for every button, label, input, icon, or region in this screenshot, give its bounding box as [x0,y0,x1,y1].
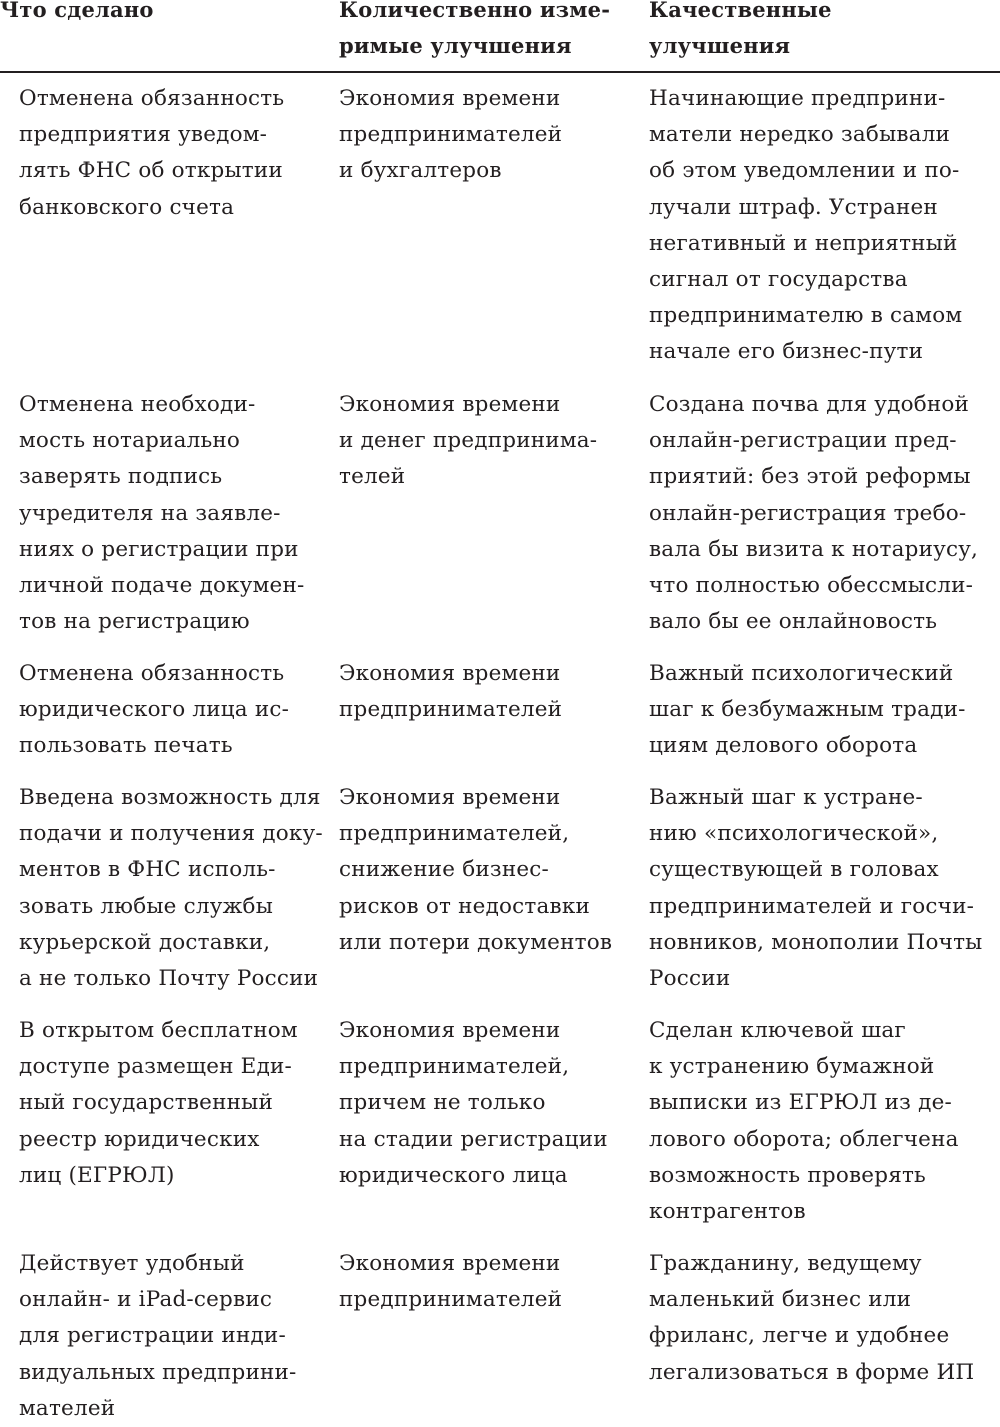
text-line: курьерской доставки, [19,929,271,955]
cell-done [19,1013,324,1194]
text-line: вала бы визита к нотариусу, [649,536,979,562]
text-line: маленький бизнес или [649,1287,912,1313]
text-line: Введена возможность для [19,785,321,810]
text-line: предпринимателей и госчи- [649,893,975,919]
text-line: матели нередко забывали [649,122,951,148]
cell-qualitative [649,780,994,997]
cell-qualitative [649,656,994,765]
text-line: негативный и неприятный [649,230,958,256]
text-line: предприятия уведом- [19,122,268,148]
cell-quantitative [339,81,629,190]
text-line: фриланс, легче и удобнее [649,1323,950,1349]
text-line: причем не только [339,1090,546,1116]
text-line: циям делового оборота [649,733,918,759]
text-line: мателей [19,1395,116,1421]
header-line: Качественные [649,0,832,22]
cell-qualitative [649,387,994,640]
cell-quantitative [339,1013,629,1194]
header-line: Что сделано [0,0,154,22]
text-line: а не только Почту России [19,966,319,992]
text-line: учредителя на заявле- [19,500,281,526]
cell-quantitative [339,1246,629,1318]
text-line: Важный шаг к устране- [649,785,923,810]
text-line: об этом уведомлении и по- [649,158,960,184]
table-header [0,0,1000,64]
text-line: предпринимателей, [339,821,570,847]
text-line: личной подаче докумен- [19,573,305,599]
text-line: для регистрации инди- [19,1323,286,1349]
text-line: подачи и получения доку- [19,821,323,847]
text-line: Отменена необходи- [19,392,256,417]
cell-done [19,780,324,997]
text-line: предпринимателю в самом [649,303,963,329]
text-line: Экономия времени [339,785,561,810]
text-line: лять ФНС об открытии [19,158,283,184]
text-line: ментов в ФНС исполь- [19,857,276,883]
header-line: Количественно изме- [339,0,611,22]
text-line: начале его бизнес-пути [649,339,924,365]
text-line: зовать любые службы [19,893,273,919]
text-line: возможность проверять [649,1162,926,1188]
text-line: к устранению бумажной [649,1054,935,1080]
text-line: выписки из ЕГРЮЛ из де- [649,1090,952,1116]
text-line: легализоваться в форме ИП [649,1359,975,1385]
text-line: Создана почва для удобной [649,392,970,417]
text-line: мость нотариально [19,428,241,454]
text-line: реестр юридических [19,1126,260,1152]
text-line: онлайн-регистрации пред- [649,428,957,454]
cell-done [19,1246,324,1427]
text-line: доступе размещен Еди- [19,1054,293,1080]
text-line: Отменена обязанность [19,661,285,686]
text-line: В открытом бесплатном [19,1018,298,1043]
text-line: предпринимателей [339,697,563,723]
header-quantitative [339,0,629,64]
text-line: новников, монополии Почты [649,929,983,955]
cell-done [19,656,324,765]
text-line: существующей в головах [649,857,939,883]
text-line: снижение бизнес- [339,857,549,883]
text-line: предпринимателей [339,122,563,148]
text-line: что полностью обессмысли- [649,573,974,599]
text-line: сигнал от государства [649,267,908,293]
text-line: Экономия времени [339,392,561,417]
text-line: приятий: без этой реформы [649,464,971,490]
text-line: и денег предпринима- [339,428,598,454]
header-done [0,0,305,28]
header-line: улучшения [649,33,791,58]
text-line: рисков от недоставки [339,893,590,919]
text-line: телей [339,464,406,490]
cell-qualitative [649,1013,994,1230]
text-line: тов на регистрацию [19,609,250,635]
text-line: онлайн- и iPad-сервис [19,1287,273,1313]
text-line: лового оборота; облегчена [649,1126,959,1152]
text-line: нию «психологической», [649,821,939,847]
text-line: контрагентов [649,1199,806,1225]
text-line: юридического лица ис- [19,697,290,723]
cell-qualitative [649,81,994,371]
cell-quantitative [339,656,629,728]
text-line: России [649,966,731,992]
text-line: юридического лица [339,1162,568,1188]
text-line: ный государственный [19,1090,273,1116]
text-line: Экономия времени [339,1251,561,1276]
text-line: Начинающие предприни- [649,86,946,111]
text-line: лиц (ЕГРЮЛ) [19,1162,175,1188]
cell-done [19,81,324,226]
cell-quantitative [339,387,629,496]
text-line: онлайн-регистрация требо- [649,500,967,526]
header-qualitative [649,0,994,64]
text-line: на стадии регистрации [339,1126,608,1152]
text-line: или потери документов [339,929,613,955]
cell-qualitative [649,1246,994,1391]
text-line: Экономия времени [339,661,561,686]
text-line: и бухгалтеров [339,158,502,184]
header-line: римые улучшения [339,33,572,58]
text-line: предпринимателей [339,1287,563,1313]
cell-quantitative [339,780,629,961]
text-line: шаг к безбумажным тради- [649,697,966,723]
text-line: видуальных предприни- [19,1359,297,1385]
text-line: Важный психологический [649,661,954,686]
cell-done [19,387,324,640]
text-line: пользовать печать [19,733,233,759]
text-line: Сделан ключевой шаг [649,1018,906,1043]
text-line: предпринимателей, [339,1054,570,1080]
text-line: Экономия времени [339,1018,561,1043]
text-line: лучали штраф. Устранен [649,194,938,220]
text-line: вало бы ее онлайновость [649,609,938,635]
header-divider [0,71,1000,73]
text-line: Экономия времени [339,86,561,111]
text-line: Гражданину, ведущему [649,1251,922,1276]
text-line: ниях о регистрации при [19,536,299,562]
text-line: банковского счета [19,194,235,220]
text-line: заверять подпись [19,464,223,490]
text-line: Действует удобный [19,1251,245,1276]
text-line: Отменена обязанность [19,86,285,111]
